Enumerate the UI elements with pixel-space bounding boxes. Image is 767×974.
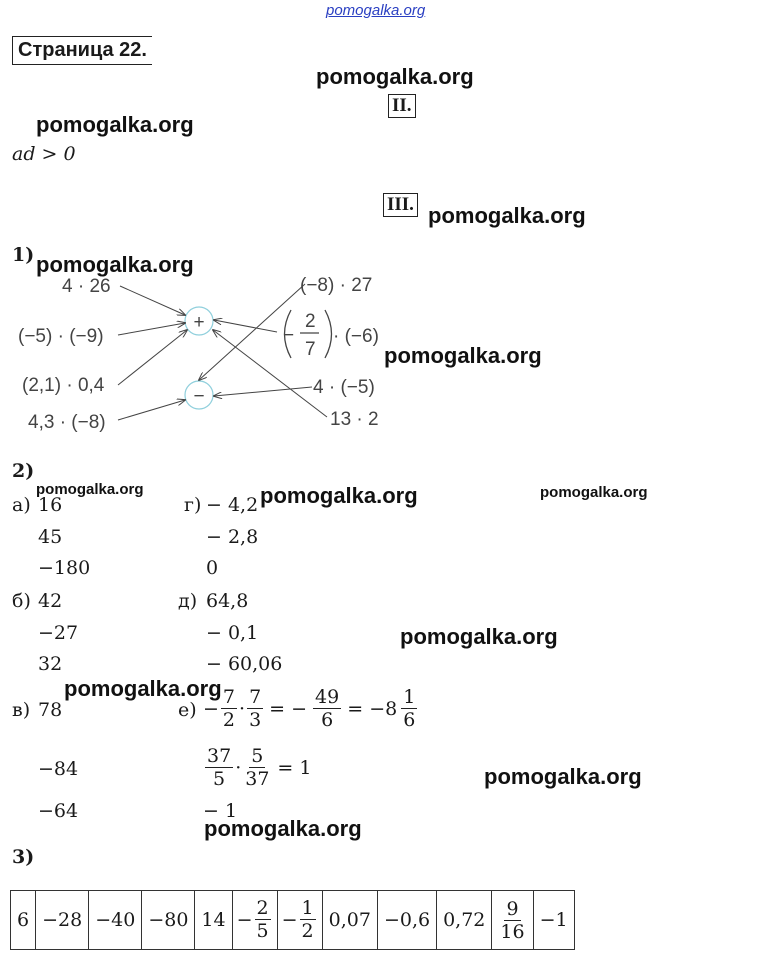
task2-b-value: 32 <box>38 653 63 675</box>
table-cell: − $\frac{2}{5}$ <box>232 891 277 950</box>
task2-g-value: 0 <box>206 557 219 579</box>
task2-d-value: − 60,06 <box>206 653 283 675</box>
table-cell: 0,72 <box>437 891 492 950</box>
task2-b-letter: б) <box>12 590 31 612</box>
task2-e-letter: е) <box>178 699 197 721</box>
task2-label: 2) <box>12 460 35 482</box>
table-cell: −28 <box>36 891 89 950</box>
task2-v-value: −84 <box>38 758 79 780</box>
task3-answer-table <box>10 890 575 950</box>
table-cell: −0,6 <box>377 891 436 950</box>
task1-label: 1) <box>12 244 35 266</box>
table-cell: 6 <box>11 891 36 950</box>
minus-sign: − <box>193 386 205 407</box>
task2-g-value: − 4,2 <box>206 494 259 516</box>
task2-a-value: 45 <box>38 526 63 548</box>
svg-text:· (−6): · (−6) <box>333 326 379 347</box>
table-cell: 0,07 <box>322 891 377 950</box>
watermark: pomogalka.org <box>316 64 474 89</box>
task2-v-value: 78 <box>38 699 63 721</box>
watermark: pomogalka.org <box>540 484 648 501</box>
watermark: pomogalka.org <box>260 483 418 508</box>
table-row <box>11 891 575 950</box>
expr-right-3: 4 · (−5) <box>313 377 375 398</box>
top-watermark-link[interactable]: pomogalka.org <box>326 2 426 19</box>
plus-sign: + <box>193 312 205 333</box>
svg-text:−: − <box>283 325 295 346</box>
table-cell: 14 <box>195 891 232 950</box>
task2-e-line2: $\frac{37}{5}$ · $\frac{5}{37}$ = 1 <box>207 745 312 790</box>
watermark: pomogalka.org <box>204 816 362 841</box>
watermark: pomogalka.org <box>484 764 642 789</box>
expr-right-4: 13 · 2 <box>330 409 379 430</box>
task2-b-value: −27 <box>38 622 79 644</box>
task2-d-value: 64,8 <box>206 590 249 612</box>
task2-v-letter: в) <box>12 699 31 721</box>
task2-e-line3: − 1 <box>203 800 238 822</box>
task2-d-value: − 0,1 <box>206 622 259 644</box>
watermark: pomogalka.org <box>64 676 222 701</box>
expr-left-2: (−5) · (−9) <box>18 326 104 347</box>
section-iii-marker: III. <box>383 193 418 217</box>
watermark: pomogalka.org <box>384 343 542 368</box>
expression-ad: ad > 0 <box>12 143 76 165</box>
watermark: pomogalka.org <box>36 481 144 498</box>
task2-a-value: −180 <box>38 557 91 579</box>
task2-g-value: − 2,8 <box>206 526 259 548</box>
task2-b-value: 42 <box>38 590 63 612</box>
table-cell: −1 <box>533 891 574 950</box>
watermark: pomogalka.org <box>36 112 194 137</box>
table-cell: −80 <box>142 891 195 950</box>
svg-text:7: 7 <box>305 339 316 360</box>
table-cell: −40 <box>89 891 142 950</box>
task2-d-letter: д) <box>178 590 198 612</box>
expr-left-1: 4 · 26 <box>62 276 111 297</box>
task2-e-line1: − $\frac{7}{2}$ · $\frac{7}{3}$ = − $\frac{49}{6}$ = −8 $\frac{1}{6}$ <box>203 686 416 731</box>
table-cell: − $\frac{1}{2}$ <box>277 891 322 950</box>
watermark: pomogalka.org <box>428 203 586 228</box>
table-cell: $\frac{9}{16}$ <box>492 891 533 950</box>
page-label: Страница 22. <box>12 36 152 65</box>
watermark: pomogalka.org <box>400 624 558 649</box>
expr-left-4: 4,3 · (−8) <box>28 412 106 433</box>
expr-right-1: (−8) · 27 <box>300 275 373 296</box>
sign-diagram <box>0 260 400 440</box>
expr-left-3: (2,1) · 0,4 <box>22 375 105 396</box>
watermark: pomogalka.org <box>36 252 194 277</box>
task2-a-letter: а) <box>12 494 31 516</box>
expr-right-2 <box>283 310 379 360</box>
task2-a-value: 16 <box>38 494 63 516</box>
task2-v-value: −64 <box>38 800 79 822</box>
svg-text:2: 2 <box>305 311 316 332</box>
task2-g-letter: г) <box>184 494 202 516</box>
task3-label: 3) <box>12 846 35 868</box>
section-ii-marker: II. <box>388 94 416 118</box>
